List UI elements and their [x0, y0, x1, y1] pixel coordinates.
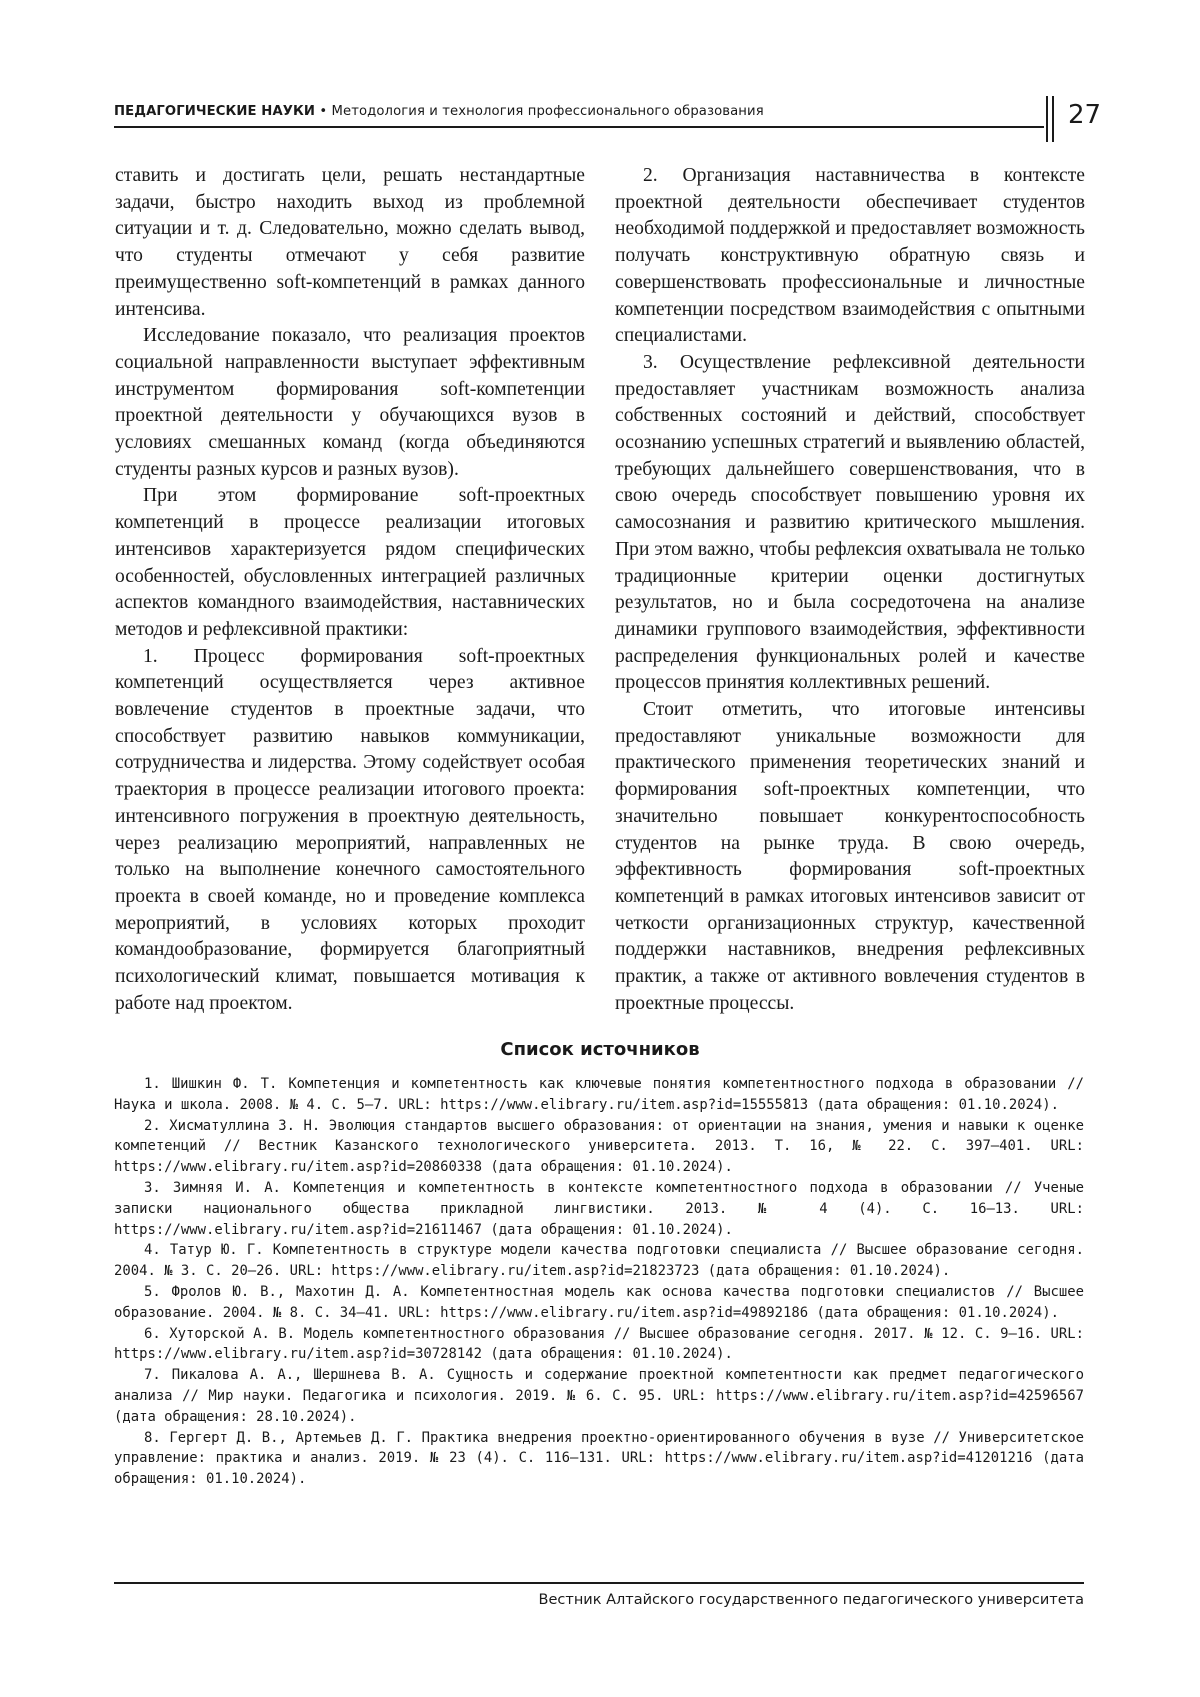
page-number: 27 [1068, 100, 1102, 130]
footer-journal: Вестник Алтайского государственного педагогического университета [538, 1592, 1084, 1608]
references-list [114, 1074, 1084, 1490]
left-column [115, 163, 585, 1018]
header-section: ПЕДАГОГИЧЕСКИЕ НАУКИ [114, 104, 316, 119]
reference-item: 7. Пикалова А. А., Шершнева В. А. Сущность и содержание проектной компетентности как предмет педагогического анализа // Мир науки. Педагогика и психология. 2019. № 6. С. 95. URL: https://www.elibrary.ru/item.asp?id=42596567 (дата обращения: 28.10.2024). [114, 1367, 1084, 1425]
header-bullet: • [315, 104, 332, 119]
header-subtitle: Методология и технология профессионального образования [331, 104, 764, 119]
paragraph: При этом формирование soft-проектных компетенций в процессе реализации итоговых интенсивов характеризуется рядом специфических особенностей, обусловленных интеграцией различных аспектов командного взаимодействия, наставнических методов и рефлексивной практики: [115, 485, 585, 640]
reference-item: 8. Гергерт Д. В., Артемьев Д. Г. Практика внедрения проектно-ориентированного обучения в вузе // Университетское управление: практика и анализ. 2019. № 23 (4). С. 116—131. URL: https://www.elibrary.ru/item.asp?id=41201216 (дата обращения: 01.10.2024). [114, 1429, 1084, 1488]
reference-item: 3. Зимняя И. А. Компетенция и компетентность в контексте компетентностного подхода в образовании // Ученые записки национального общества прикладной лингвистики. 2013. № 4 (4). С. 16—13. URL: https://www.elibrary.ru/item.asp?id=21611467 (дата обращения: 01.10.2024). [114, 1179, 1084, 1238]
reference-item: 4. Татур Ю. Г. Компетентность в структуре модели качества подготовки специалиста // Высшее образование сегодня. 2004. № 3. С. 20—26. URL: https://www.elibrary.ru/item.asp?id=21823723 (дата обращения: 01.10.2024). [114, 1242, 1084, 1280]
reference-item: 1. Шишкин Ф. Т. Компетенция и компетентность как ключевые понятия компетентностного подхода в образовании // Наука и школа. 2008. № 4. С. 5—7. URL: https://www.elibrary.ru/item.asp?id=15555813 (дата обращения: 01.10.2024). [114, 1076, 1084, 1113]
paragraph: 2. Организация наставничества в контексте проектной деятельности обеспечивает студентов необходимой поддержкой и предоставляет возможность получать конструктивную обратную связь и совершенствовать профессиональные и личностные компетенции посредством взаимодействия с опытными специалистами. [615, 165, 1085, 347]
header-divider-bar [1052, 96, 1054, 142]
references-title: Список источников [500, 1039, 700, 1060]
right-column [615, 163, 1085, 1018]
reference-item: 2. Хисматуллина З. Н. Эволюция стандартов высшего образования: от ориентации на знания, умения и навыки к оценке компетенций // Вестник Казанского технологического университета. 2013. Т. 16, № 22. С. 397—401. URL: https://www.elibrary.ru/item.asp?id=20860338 (дата обращения: 01.10.2024). [114, 1117, 1084, 1176]
paragraph: Стоит отметить, что итоговые интенсивы предоставляют уникальные возможности для практического применения теоретических знаний и формирования soft-проектных компетенции, что значительно повышает конкурентоспособность студентов на рынке труда. В свою очередь, эффективность формирования soft-проектных компетенций в рамках итоговых интенсивов зависит от четкости организационных структур, качественной поддержки наставников, внедрения рефлексивных практик, а также от активного вовлечения студентов в проектные процессы. [615, 699, 1085, 1014]
header-divider-bar [1046, 96, 1048, 142]
running-header [114, 96, 1114, 142]
paragraph: ставить и достигать цели, решать нестандартные задачи, быстро находить выход из проблемной ситуации и т. д. Следовательно, можно сделать вывод, что студенты отмечают у себя развитие преимущественно soft-компетенций в рамках данного интенсива. [115, 165, 585, 320]
paragraph: 3. Осуществление рефлексивной деятельности предоставляет участникам возможность анализа собственных состояний и действий, способствует осознанию успешных стратегий и выявлению областей, требующих дальнейшего совершенствования, что в свою очередь способствует повышению уровня их самосознания и развитию критического мышления. При этом важно, чтобы рефлексия охватывала не только традиционные критерии оценки достигнутых результатов, но и была сосредоточена на анализе динамики группового взаимодействия, эффективности распределения функциональных ролей и качестве процессов принятия коллективных решений. [615, 351, 1085, 694]
reference-item: 6. Хуторской А. В. Модель компетентностного образования // Высшее образование сегодня. 2017. № 12. С. 9—16. URL: https://www.elibrary.ru/item.asp?id=30728142 (дата обращения: 01.10.2024). [114, 1325, 1084, 1363]
header-title [114, 104, 764, 119]
footer-rule [114, 1582, 1084, 1584]
paragraph: 1. Процесс формирования soft-проектных компетенций осуществляется через активное вовлечение студентов в проектные задачи, что способствует развитию навыков коммуникации, сотрудничества и лидерства. Этому содействует особая траектория в процессе реализации итогового проекта: интенсивного погружения в проектную деятельность, через реализацию мероприятий, направленных не только на выполнение конечного самостоятельного проекта в своей команде, но и проведение комплекса мероприятий, в условиях которых проходит командообразование, формируется благоприятный психологический климат, повышается мотивация к работе над проектом. [115, 645, 585, 1014]
reference-item: 5. Фролов Ю. В., Махотин Д. А. Компетентностная модель как основа качества подготовки специалистов // Высшее образование. 2004. № 8. С. 34—41. URL: https://www.elibrary.ru/item.asp?id=49892186 (дата обращения: 01.10.2024). [114, 1283, 1084, 1321]
paragraph: Исследование показало, что реализация проектов социальной направленности выступает эффективным инструментом формирования soft-компетенции проектной деятельности у обучающихся вузов в условиях смешанных команд (когда объединяются студенты разных курсов и разных вузов). [115, 325, 585, 480]
header-rule [114, 126, 1044, 128]
